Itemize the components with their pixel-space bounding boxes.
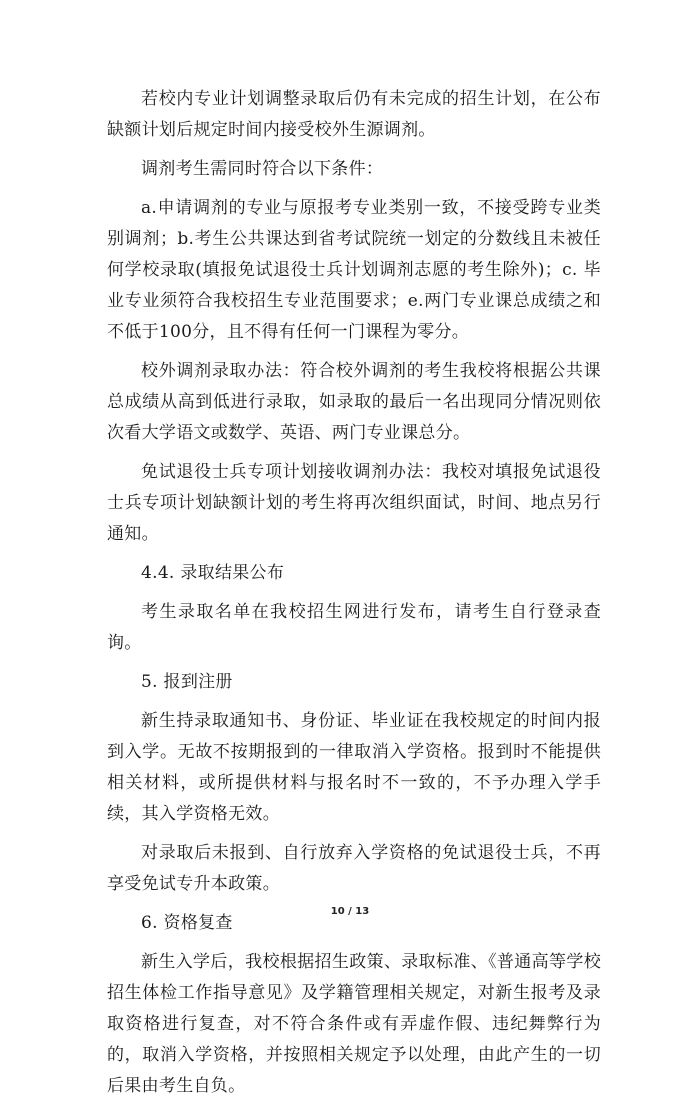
section-heading-admission-results: 4.4. 录取结果公布 <box>141 563 285 583</box>
section-heading-registration: 5. 报到注册 <box>141 672 233 692</box>
section-heading-qualification-review: 6. 资格复查 <box>141 913 233 933</box>
paragraph-external-admission-method: 校外调剂录取办法：符合校外调剂的考生我校将根据公共课总成绩从高到低进行录取，如录取的最后一名出现同分情况则依次看大学语文或数学、英语、两门专业课总分。 <box>107 361 601 443</box>
paragraph-transfer-intro: 若校内专业计划调整录取后仍有未完成的招生计划，在公布缺额计划后规定时间内接受校外生源调剂。 <box>107 89 601 140</box>
document-body <box>107 84 601 1110</box>
paragraph-admission-results: 考生录取名单在我校招生网进行发布，请考生自行登录查询。 <box>107 602 601 653</box>
paragraph-registration: 新生持录取通知书、身份证、毕业证在我校规定的时间内报到入学。无故不按期报到的一律取消入学资格。报到时不能提供相关材料，或所提供材料与报名时不一致的，不予办理入学手续，其入学资格无效。 <box>107 711 601 824</box>
paragraph-veteran-transfer-method: 免试退役士兵专项计划接收调剂办法：我校对填报免试退役士兵专项计划缺额计划的考生将再次组织面试，时间、地点另行通知。 <box>107 462 601 544</box>
paragraph-conditions-lead: 调剂考生需同时符合以下条件： <box>141 159 384 179</box>
paragraph-veteran-forfeit: 对录取后未报到、自行放弃入学资格的免试退役士兵，不再享受免试专升本政策。 <box>107 843 601 894</box>
paragraph-conditions-list: a.申请调剂的专业与原报考专业类别一致，不接受跨专业类别调剂；b.考生公共课达到省考试院统一划定的分数线且未被任何学校录取(填报免试退役士兵计划调剂志愿的考生除外)；c. 毕业专业须符合我校招生专业范围要求；e.两门专业课总成绩之和不低于100分，且不得有任何一门课程为零分。 <box>107 198 601 342</box>
paragraph-qualification-review: 新生入学后，我校根据招生政策、录取标准、《普通高等学校招生体检工作指导意见》及学籍管理相关规定，对新生报考及录取资格进行复查，对不符合条件或有弄虚作假、违纪舞弊行为的，取消入学资格，并按照相关规定予以处理，由此产生的一切后果由考生自负。 <box>107 952 601 1096</box>
page-number: 10 / 13 <box>330 906 370 917</box>
